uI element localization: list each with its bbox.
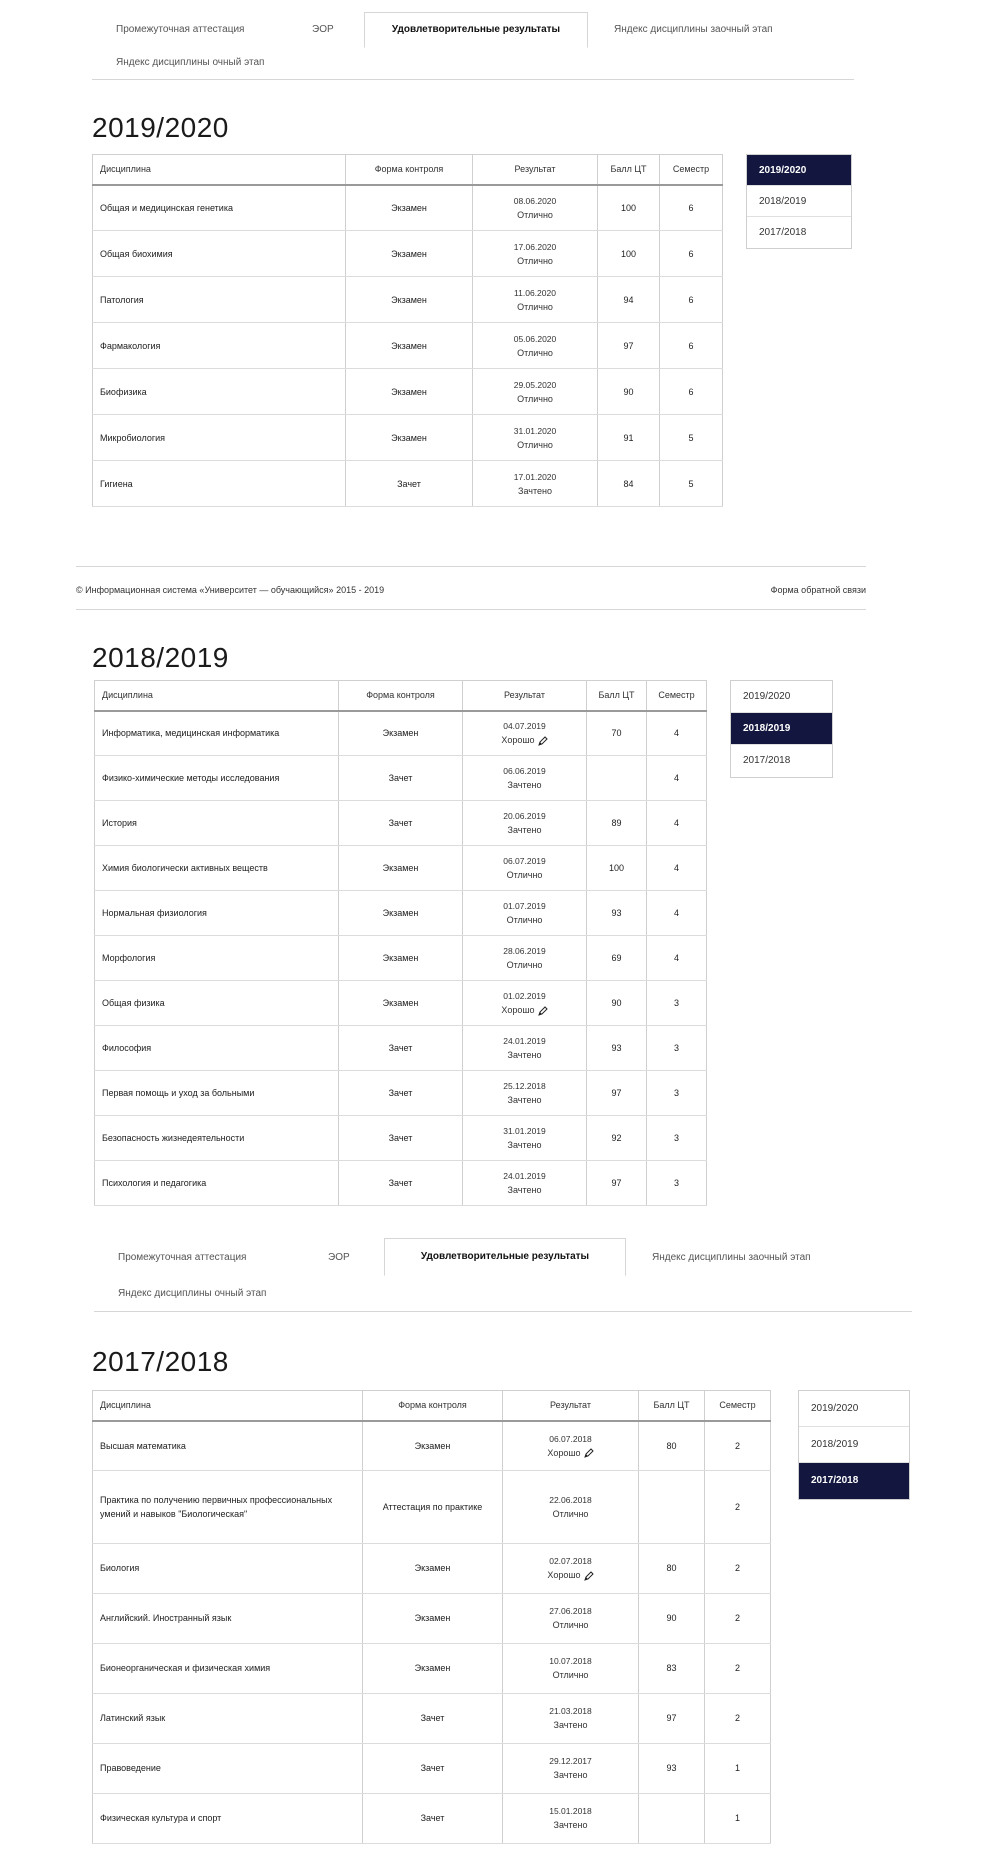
- result-grade-wrap: [503, 1446, 638, 1460]
- result-grade: Отлично: [517, 209, 553, 220]
- tab-satisfactory-results[interactable]: Удовлетворительные результаты: [384, 1238, 626, 1276]
- cell-discipline: Высшая математика: [93, 1421, 363, 1471]
- cell-score: 80: [639, 1421, 705, 1471]
- result-grade: Отлично: [552, 1508, 589, 1519]
- column-header-semester: Семестр: [660, 155, 723, 185]
- result-date: 06.07.2019: [503, 856, 546, 866]
- cell-discipline: Философия: [95, 1026, 339, 1071]
- cell-form: Зачет: [363, 1693, 503, 1743]
- cell-result: [463, 756, 587, 801]
- year-option-2018-2019[interactable]: 2018/2019: [731, 713, 832, 745]
- result-grade-wrap: [473, 484, 597, 498]
- cell-semester: 6: [660, 277, 723, 323]
- cell-form: Зачет: [363, 1743, 503, 1793]
- column-header-result: Результат: [473, 155, 598, 185]
- result-grade-wrap: [503, 1668, 638, 1682]
- result-grade: Зачтено: [507, 1050, 542, 1060]
- cell-discipline: Практика по получению первичных профессиональных умений и навыков "Биологическая": [93, 1471, 363, 1544]
- cell-result: [463, 1116, 587, 1161]
- cell-result: [503, 1693, 639, 1743]
- table-row: [93, 231, 723, 277]
- table-row: [93, 415, 723, 461]
- column-header-discipline: Дисциплина: [95, 681, 339, 711]
- result-grade: Отлично: [517, 255, 553, 266]
- column-header-discipline: Дисциплина: [93, 1391, 363, 1421]
- table-row: [93, 277, 723, 323]
- cell-score: 83: [639, 1643, 705, 1693]
- table-row: [93, 1543, 771, 1593]
- result-date: 04.07.2019: [503, 721, 546, 732]
- cell-discipline: Общая биохимия: [93, 231, 346, 277]
- cell-score: 93: [587, 1026, 647, 1071]
- table-row: [93, 1593, 771, 1643]
- table-row: [95, 936, 707, 981]
- cell-result: [473, 369, 598, 415]
- column-header-form: Форма контроля: [339, 681, 463, 711]
- cell-score: 97: [587, 1161, 647, 1206]
- tab-yandex-extramural[interactable]: Яндекс дисциплины заочный этап: [614, 24, 773, 35]
- cell-result: [463, 1026, 587, 1071]
- result-grade: Зачтено: [553, 1770, 588, 1780]
- result-grade: Хорошо: [501, 735, 535, 746]
- cell-semester: 6: [660, 323, 723, 369]
- result-date: 01.07.2019: [503, 901, 546, 911]
- section-title: 2018/2019: [92, 642, 229, 673]
- cell-score: [587, 756, 647, 801]
- cell-score: 97: [639, 1693, 705, 1743]
- cell-form: Экзамен: [363, 1643, 503, 1693]
- table-row: [93, 185, 723, 231]
- result-date: 29.05.2020: [513, 379, 557, 390]
- pencil-icon[interactable]: [538, 736, 548, 746]
- cell-score: 93: [639, 1743, 705, 1793]
- cell-discipline: Английский. Иностранный язык: [93, 1593, 363, 1643]
- cell-semester: 5: [660, 461, 723, 507]
- result-grade-wrap: [463, 958, 586, 972]
- cell-discipline: Гигиена: [93, 461, 346, 507]
- year-option-2019-2020[interactable]: 2019/2020: [747, 155, 851, 186]
- cell-discipline: Морфология: [95, 936, 339, 981]
- result-grade: Отлично: [517, 393, 553, 404]
- cell-form: Аттестация по практике: [363, 1471, 503, 1544]
- column-header-score: Балл ЦТ: [587, 681, 647, 711]
- table-row: [95, 1116, 707, 1161]
- result-grade-wrap: [473, 300, 597, 314]
- result-grade: Отлично: [517, 347, 553, 358]
- result-grade-wrap: [473, 346, 597, 360]
- result-grade: Хорошо: [501, 1005, 535, 1015]
- cell-form: Экзамен: [363, 1543, 503, 1593]
- cell-discipline: Латинский язык: [93, 1693, 363, 1743]
- cell-semester: 2: [705, 1543, 771, 1593]
- result-date: 22.06.2018: [549, 1494, 592, 1505]
- cell-score: 97: [587, 1071, 647, 1116]
- cell-form: Экзамен: [339, 891, 463, 936]
- table-row: [93, 1793, 771, 1843]
- cell-discipline: Химия биологически активных веществ: [95, 846, 339, 891]
- cell-form: Зачет: [339, 1071, 463, 1116]
- cell-semester: 4: [647, 846, 707, 891]
- result-date: 17.06.2020: [513, 241, 557, 252]
- cell-score: 90: [598, 369, 660, 415]
- section-title: 2017/2018: [92, 1346, 229, 1377]
- result-grade-wrap: [473, 254, 597, 268]
- result-grade: Зачтено: [507, 780, 542, 790]
- tab-intermediate-attestation[interactable]: Промежуточная аттестация: [118, 1252, 247, 1263]
- pencil-icon[interactable]: [584, 1571, 594, 1581]
- column-header-score: Балл ЦТ: [598, 155, 660, 185]
- cell-discipline: Фармакология: [93, 323, 346, 369]
- cell-semester: 2: [705, 1643, 771, 1693]
- cell-score: 92: [587, 1116, 647, 1161]
- tab-yandex-extramural[interactable]: Яндекс дисциплины заочный этап: [652, 1252, 811, 1263]
- cell-semester: 4: [647, 801, 707, 846]
- result-grade: Отлично: [506, 960, 543, 970]
- table-row: [95, 981, 707, 1026]
- cell-semester: 3: [647, 1161, 707, 1206]
- table-row: [93, 1471, 771, 1544]
- cell-discipline: Биология: [93, 1543, 363, 1593]
- cell-score: [639, 1793, 705, 1843]
- result-date: 31.01.2020: [513, 425, 557, 436]
- cell-discipline: Общая и медицинская генетика: [93, 185, 346, 231]
- cell-semester: 4: [647, 756, 707, 801]
- cell-discipline: Патология: [93, 277, 346, 323]
- cell-form: Экзамен: [339, 711, 463, 756]
- cell-result: [473, 277, 598, 323]
- cell-score: 90: [639, 1593, 705, 1643]
- cell-semester: 2: [705, 1421, 771, 1471]
- cell-semester: 2: [705, 1593, 771, 1643]
- cell-semester: 3: [647, 1116, 707, 1161]
- result-date: 15.01.2018: [549, 1806, 592, 1816]
- table-row: [93, 1421, 771, 1471]
- result-grade-wrap: [463, 823, 586, 837]
- result-grade-wrap: [503, 1718, 638, 1732]
- grades-table: [92, 154, 723, 507]
- cell-discipline: Безопасность жизнедеятельности: [95, 1116, 339, 1161]
- cell-score: 100: [598, 231, 660, 277]
- cell-result: [503, 1421, 639, 1471]
- result-grade-wrap: [463, 1003, 586, 1017]
- cell-score: 91: [598, 415, 660, 461]
- cell-result: [463, 1161, 587, 1206]
- cell-score: 70: [587, 711, 647, 756]
- cell-discipline: Бионеорганическая и физическая химия: [93, 1643, 363, 1693]
- result-date: 27.06.2018: [549, 1606, 592, 1616]
- cell-result: [473, 323, 598, 369]
- grades-table: [92, 1390, 771, 1844]
- cell-result: [503, 1643, 639, 1693]
- cell-score: 97: [598, 323, 660, 369]
- cell-semester: 4: [647, 936, 707, 981]
- cell-semester: 6: [660, 185, 723, 231]
- result-grade: Зачтено: [507, 1095, 542, 1105]
- cell-score: [639, 1471, 705, 1544]
- year-selector: [730, 680, 833, 778]
- result-date: 24.01.2019: [503, 1036, 546, 1046]
- cell-semester: 6: [660, 369, 723, 415]
- cell-semester: 1: [705, 1793, 771, 1843]
- year-option-2019-2020[interactable]: 2019/2020: [799, 1391, 909, 1427]
- result-grade: Зачтено: [507, 825, 542, 835]
- cell-semester: 3: [647, 981, 707, 1026]
- table-row: [93, 1693, 771, 1743]
- tab-intermediate-attestation[interactable]: Промежуточная аттестация: [116, 24, 245, 35]
- column-header-semester: Семестр: [647, 681, 707, 711]
- tab-satisfactory-results[interactable]: Удовлетворительные результаты: [364, 12, 588, 48]
- result-grade: Зачтено: [507, 1185, 542, 1195]
- column-header-result: Результат: [463, 681, 587, 711]
- table-row: [93, 461, 723, 507]
- year-selector: [746, 154, 852, 249]
- cell-form: Экзамен: [339, 846, 463, 891]
- cell-result: [463, 711, 587, 756]
- result-date: 11.06.2020: [514, 287, 556, 298]
- tab-eor[interactable]: ЭОР: [328, 1252, 350, 1263]
- result-grade-wrap: [463, 1048, 586, 1062]
- result-date: 06.07.2018: [549, 1433, 592, 1444]
- cell-form: Экзамен: [346, 369, 473, 415]
- result-grade: Зачтено: [518, 485, 552, 496]
- cell-form: Экзамен: [339, 981, 463, 1026]
- cell-semester: 3: [647, 1026, 707, 1071]
- result-grade-wrap: [463, 1183, 586, 1197]
- result-date: 28.06.2019: [503, 946, 546, 956]
- cell-form: Экзамен: [363, 1421, 503, 1471]
- cell-form: Экзамен: [346, 277, 473, 323]
- cell-discipline: Информатика, медицинская информатика: [95, 711, 339, 756]
- cell-discipline: Нормальная физиология: [95, 891, 339, 936]
- result-grade: Хорошо: [547, 1570, 581, 1580]
- cell-discipline: Общая физика: [95, 981, 339, 1026]
- year-option-2018-2019[interactable]: 2018/2019: [747, 186, 851, 217]
- cell-form: Зачет: [339, 756, 463, 801]
- result-date: 06.06.2019: [503, 766, 546, 776]
- feedback-link[interactable]: Форма обратной связи: [770, 585, 866, 595]
- result-date: 08.06.2020: [513, 195, 557, 206]
- cell-result: [473, 461, 598, 507]
- tab-yandex-fulltime[interactable]: Яндекс дисциплины очный этап: [118, 1288, 267, 1299]
- result-grade-wrap: [503, 1818, 638, 1832]
- result-date: 25.12.2018: [503, 1081, 546, 1091]
- table-row: [95, 846, 707, 891]
- result-grade-wrap: [503, 1568, 638, 1582]
- cell-score: 100: [587, 846, 647, 891]
- pencil-icon[interactable]: [538, 1006, 548, 1016]
- tabs-bar-top: [92, 12, 854, 80]
- cell-semester: 5: [660, 415, 723, 461]
- cell-semester: 3: [647, 1071, 707, 1116]
- cell-form: Зачет: [339, 1116, 463, 1161]
- result-grade: Зачтено: [553, 1820, 588, 1830]
- result-grade-wrap: [473, 392, 597, 406]
- cell-discipline: Физическая культура и спорт: [93, 1793, 363, 1843]
- result-date: 01.02.2019: [503, 991, 546, 1001]
- cell-result: [503, 1743, 639, 1793]
- table-row: [93, 369, 723, 415]
- cell-score: 93: [587, 891, 647, 936]
- cell-result: [463, 846, 587, 891]
- cell-form: Зачет: [346, 461, 473, 507]
- cell-discipline: Первая помощь и уход за больными: [95, 1071, 339, 1116]
- table-row: [95, 1161, 707, 1206]
- column-header-score: Балл ЦТ: [639, 1391, 705, 1421]
- result-grade: Отлично: [552, 1620, 589, 1630]
- cell-score: 69: [587, 936, 647, 981]
- column-header-result: Результат: [503, 1391, 639, 1421]
- result-date: 17.01.2020: [513, 471, 557, 482]
- column-header-semester: Семестр: [705, 1391, 771, 1421]
- page-title: 2019/2020: [92, 112, 229, 143]
- result-grade-wrap: [463, 1093, 586, 1107]
- cell-discipline: Психология и педагогика: [95, 1161, 339, 1206]
- cell-score: 80: [639, 1543, 705, 1593]
- cell-form: Экзамен: [346, 185, 473, 231]
- tab-eor[interactable]: ЭОР: [312, 24, 334, 35]
- tabs-bar-bottom: [94, 1238, 912, 1312]
- result-date: 29.12.2017: [549, 1756, 592, 1766]
- result-grade: Зачтено: [553, 1720, 588, 1730]
- result-date: 31.01.2019: [503, 1126, 546, 1136]
- cell-form: Экзамен: [346, 323, 473, 369]
- year-option-2017-2018[interactable]: 2017/2018: [743, 755, 791, 766]
- cell-result: [503, 1471, 639, 1544]
- result-grade-wrap: [473, 208, 597, 222]
- result-grade: Отлично: [506, 915, 543, 925]
- cell-discipline: Правоведение: [93, 1743, 363, 1793]
- cell-semester: 1: [705, 1743, 771, 1793]
- result-date: 24.01.2019: [503, 1171, 546, 1181]
- result-grade-wrap: [503, 1507, 638, 1521]
- grades-table: [94, 680, 707, 1206]
- result-grade-wrap: [463, 1138, 586, 1152]
- cell-result: [503, 1543, 639, 1593]
- year-option-2019-2020[interactable]: 2019/2020: [731, 681, 832, 713]
- table-row: [95, 711, 707, 756]
- cell-result: [503, 1593, 639, 1643]
- year-option-2017-2018[interactable]: 2017/2018: [759, 227, 807, 238]
- result-date: 20.06.2019: [503, 811, 546, 821]
- result-grade: Отлично: [506, 870, 543, 880]
- result-grade-wrap: [503, 1768, 638, 1782]
- cell-semester: 4: [647, 891, 707, 936]
- result-date: 02.07.2018: [549, 1556, 592, 1566]
- cell-semester: 2: [705, 1693, 771, 1743]
- table-row: [93, 1643, 771, 1693]
- table-header-row: [93, 155, 723, 185]
- year-option-2017-2018[interactable]: 2017/2018: [799, 1463, 909, 1499]
- tab-yandex-fulltime[interactable]: Яндекс дисциплины очный этап: [116, 57, 265, 68]
- result-grade: Отлично: [517, 301, 553, 312]
- cell-result: [463, 981, 587, 1026]
- footer-copyright: © Информационная система «Университет — обучающийся» 2015 - 2019: [76, 585, 385, 595]
- year-selector: [798, 1390, 910, 1500]
- cell-result: [473, 231, 598, 277]
- cell-score: 89: [587, 801, 647, 846]
- result-grade-wrap: [463, 778, 586, 792]
- result-grade-wrap: [463, 868, 586, 882]
- cell-form: Экзамен: [363, 1593, 503, 1643]
- result-date: 05.06.2020: [513, 333, 557, 344]
- cell-score: 90: [587, 981, 647, 1026]
- column-header-discipline: Дисциплина: [93, 155, 346, 185]
- result-grade-wrap: [473, 438, 597, 452]
- result-grade-wrap: [463, 733, 586, 747]
- table-header-row: [93, 1391, 771, 1421]
- cell-score: 94: [598, 277, 660, 323]
- table-row: [95, 801, 707, 846]
- cell-form: Зачет: [339, 801, 463, 846]
- cell-result: [503, 1793, 639, 1843]
- cell-discipline: Биофизика: [93, 369, 346, 415]
- cell-form: Экзамен: [339, 936, 463, 981]
- cell-result: [463, 1071, 587, 1116]
- result-grade-wrap: [503, 1618, 638, 1632]
- cell-form: Зачет: [339, 1161, 463, 1206]
- cell-semester: 2: [705, 1471, 771, 1544]
- result-grade: Отлично: [552, 1670, 589, 1680]
- table-row: [95, 756, 707, 801]
- cell-result: [473, 415, 598, 461]
- cell-form: Зачет: [339, 1026, 463, 1071]
- result-grade: Зачтено: [507, 1140, 542, 1150]
- cell-result: [463, 891, 587, 936]
- cell-discipline: История: [95, 801, 339, 846]
- table-row: [95, 1071, 707, 1116]
- cell-form: Экзамен: [346, 415, 473, 461]
- cell-semester: 4: [647, 711, 707, 756]
- result-grade: Хорошо: [547, 1447, 581, 1458]
- result-date: 10.07.2018: [549, 1656, 592, 1666]
- cell-result: [473, 185, 598, 231]
- table-header-row: [95, 681, 707, 711]
- cell-result: [463, 936, 587, 981]
- cell-form: Зачет: [363, 1793, 503, 1843]
- cell-result: [463, 801, 587, 846]
- footer: [76, 566, 866, 610]
- result-grade-wrap: [463, 913, 586, 927]
- result-grade: Отлично: [517, 439, 553, 450]
- pencil-icon[interactable]: [584, 1448, 594, 1458]
- cell-discipline: Физико-химические методы исследования: [95, 756, 339, 801]
- table-row: [95, 891, 707, 936]
- column-header-form: Форма контроля: [363, 1391, 503, 1421]
- year-option-2018-2019[interactable]: 2018/2019: [799, 1427, 909, 1463]
- cell-score: 100: [598, 185, 660, 231]
- cell-form: Экзамен: [346, 231, 473, 277]
- column-header-form: Форма контроля: [346, 155, 473, 185]
- result-date: 21.03.2018: [549, 1706, 592, 1716]
- cell-semester: 6: [660, 231, 723, 277]
- table-row: [95, 1026, 707, 1071]
- table-row: [93, 1743, 771, 1793]
- cell-score: 84: [598, 461, 660, 507]
- cell-discipline: Микробиология: [93, 415, 346, 461]
- table-row: [93, 323, 723, 369]
